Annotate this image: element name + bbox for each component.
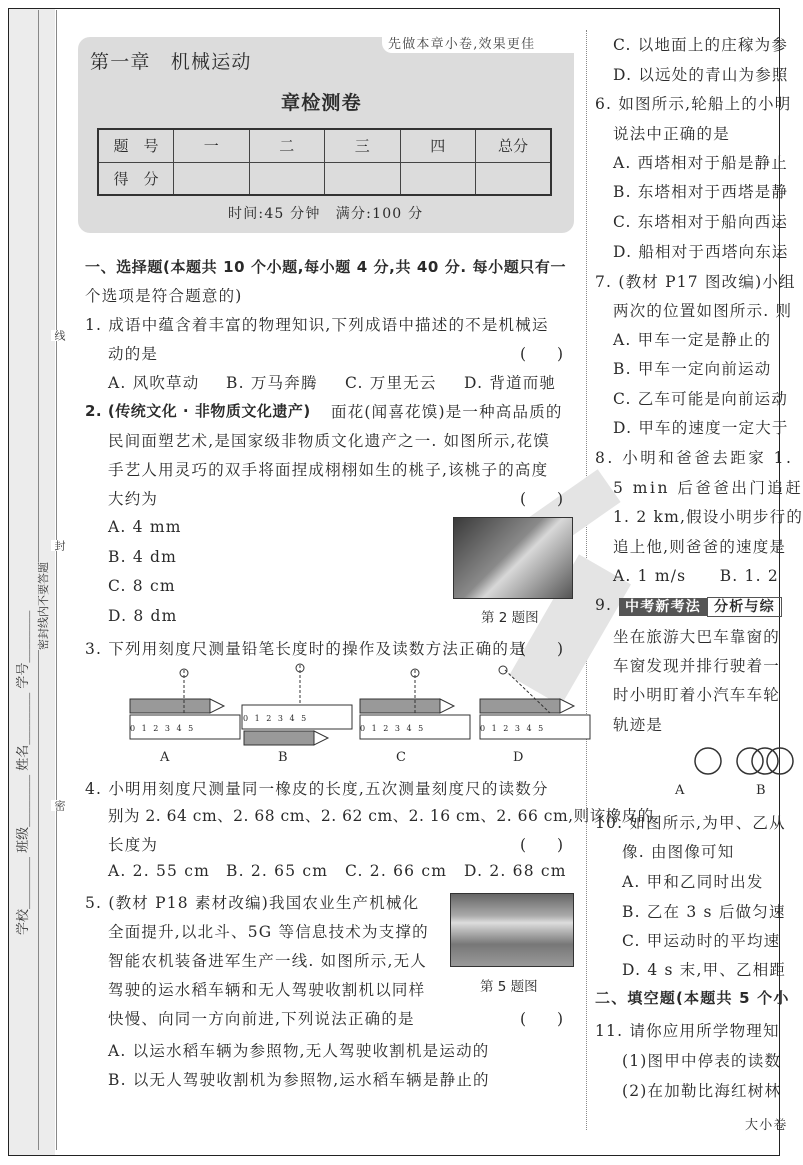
score-header: 四 — [400, 129, 476, 162]
option: D. 以远处的青山为参照 — [613, 66, 789, 84]
question-text: 3. 下列用刻度尺测量铅笔长度时的操作及读数方法正确的是 — [85, 640, 526, 658]
score-cell[interactable] — [174, 162, 250, 195]
question-text: 追上他,则爸爸的速度是 — [613, 538, 787, 556]
score-cell[interactable] — [249, 162, 325, 195]
section-heading: 个选项是符合题意的) — [85, 287, 243, 305]
question-text: 长度为 — [108, 836, 159, 854]
option: D. 背道而驰 — [464, 374, 557, 392]
seal-char: 线 — [53, 330, 66, 341]
section-heading: 一、选择题(本题共 10 个小题,每小题 4 分,共 40 分. 每小题只有一 — [85, 258, 567, 276]
option: D. 船相对于西塔向东运 — [613, 243, 789, 261]
ruler-ticks: 0 1 2 3 4 5 — [480, 724, 546, 733]
trajectory-b — [752, 748, 778, 774]
figure-label: B — [278, 750, 289, 765]
score-header: 二 — [249, 129, 325, 162]
score-cell[interactable] — [476, 162, 552, 195]
header-tip: 先做本章小卷,效果更佳 — [388, 37, 536, 52]
trajectory-figures — [655, 745, 785, 777]
question-text: 5. (教材 P18 素材改编)我国农业生产机械化 — [85, 894, 420, 912]
seal-line — [56, 10, 57, 1150]
option: B. 2. 65 cm — [226, 862, 329, 880]
seal-notice: 密封线内不要答题 — [37, 562, 50, 650]
answer-blank[interactable]: ( ) — [520, 490, 564, 508]
figure-photo-dough-peach — [453, 517, 573, 599]
question-text: 8. 小明和爸爸去距家 1. — [595, 449, 794, 467]
page-title: 章检测卷 — [281, 92, 362, 114]
right-column — [595, 0, 803, 1160]
option: D. 4 s 末,甲、乙相距 — [622, 961, 787, 979]
question-text: 1. 成语中蕴含着丰富的物理知识,下列成语中描述的不是机械运 — [85, 316, 549, 334]
option: A. 甲车一定是静止的 — [613, 331, 772, 349]
question-text: 面花(闻喜花馍)是一种高品质的 — [331, 403, 563, 421]
option: A. 4 mm — [108, 518, 182, 536]
question-text: 动的是 — [108, 345, 159, 363]
question-text: 坐在旅游大巴车靠窗的 — [613, 628, 781, 646]
option: A. 2. 55 cm — [108, 862, 210, 880]
option: A. 1 m/s B. 1. 2 — [613, 567, 779, 585]
question-text: 5 min 后爸爸出门追赶 — [613, 479, 803, 497]
option: C. 2. 66 cm — [345, 862, 448, 880]
ruler-figure-b — [242, 664, 352, 745]
question-badge — [619, 596, 782, 616]
ruler-ticks: 0 1 2 3 4 5 — [243, 714, 309, 723]
analysis-badge: 分析与综 — [707, 597, 782, 617]
exam-meta: 时间:45 分钟 满分:100 分 — [228, 206, 424, 222]
question-text: (1)图甲中停表的读数 — [622, 1052, 782, 1070]
option: B. 4 dm — [108, 548, 178, 566]
question-text: 驾驶的运水稻车辆和无人驾驶收割机以同样 — [108, 981, 426, 999]
score-cell[interactable] — [400, 162, 476, 195]
answer-blank[interactable]: ( ) — [520, 1010, 564, 1028]
question-text: 11. 请你应用所学物理知 — [595, 1022, 780, 1040]
score-cell[interactable] — [325, 162, 401, 195]
option: C. 乙车可能是向前运动 — [613, 390, 789, 408]
figure-label: A — [675, 783, 686, 798]
question-text: 10. 如图所示,为甲、乙从 — [595, 814, 786, 832]
option: B. 万马奔腾 — [226, 374, 318, 392]
score-label: 得 分 — [98, 162, 174, 195]
question-text: 4. 小明用刻度尺测量同一橡皮的长度,五次测量刻度尺的读数分 — [85, 780, 549, 798]
question-tag: 2. (传统文化 · 非物质文化遗产) — [85, 402, 311, 420]
option: B. 甲车一定向前运动 — [613, 360, 772, 378]
trajectory-b — [767, 748, 793, 774]
seal-char: 封 — [53, 540, 66, 551]
answer-blank[interactable]: ( ) — [520, 345, 564, 363]
figure-caption: 第 2 题图 — [481, 610, 539, 626]
figure-label: B — [756, 783, 767, 798]
option: A. 西塔相对于船是静止 — [613, 154, 788, 172]
option: D. 甲车的速度一定大于 — [613, 419, 789, 437]
figure-label: C — [396, 750, 408, 765]
question-text: 手艺人用灵巧的双手将面捏成栩栩如生的桃子,该桃子的高度 — [108, 461, 549, 479]
score-header: 一 — [174, 129, 250, 162]
question-text: 时小明盯着小汽车车轮 — [613, 686, 781, 704]
question-number: 9. — [595, 596, 613, 614]
option: C. 以地面上的庄稼为参 — [613, 36, 789, 54]
answer-blank[interactable]: ( ) — [520, 836, 564, 854]
option: C. 甲运动时的平均速 — [622, 932, 781, 950]
score-header: 三 — [325, 129, 401, 162]
question-text: 大约为 — [108, 490, 159, 508]
option: B. 以无人驾驶收割机为参照物,运水稻车辆是静止的 — [108, 1071, 490, 1089]
score-header: 总分 — [476, 129, 552, 162]
option: D. 2. 68 cm — [464, 862, 567, 880]
trajectory-a — [695, 748, 721, 774]
question-text: 快慢、向同一方向前进,下列说法正确的是 — [108, 1010, 415, 1028]
new-exam-badge: 中考新考法 — [619, 598, 707, 616]
option: A. 甲和乙同时出发 — [622, 873, 764, 891]
answer-blank[interactable]: ( ) — [520, 640, 564, 658]
question-text: 1. 2 km,假设小明步行的 — [613, 508, 803, 526]
ruler-ticks: 0 1 2 3 4 5 — [130, 724, 196, 733]
ruler-ticks: 0 1 2 3 4 5 — [360, 724, 426, 733]
score-table — [97, 128, 552, 196]
seal-char: 密 — [53, 800, 66, 811]
question-text: 车窗发现并排行驶着一 — [613, 657, 781, 675]
figure-photo-harvester — [450, 893, 574, 967]
option: A. 风吹草动 — [108, 374, 200, 392]
question-text: 两次的位置如图所示. 则 — [613, 302, 793, 320]
question-text: 7. (教材 P17 图改编)小组 — [595, 273, 796, 291]
option: B. 乙在 3 s 后做匀速 — [622, 903, 786, 921]
question-text: (2)在加勒比海红树林 — [622, 1082, 782, 1100]
option: A. 以运水稻车辆为参照物,无人驾驶收割机是运动的 — [108, 1042, 490, 1060]
option: C. 万里无云 — [345, 374, 437, 392]
chapter-title: 第一章 机械运动 — [90, 51, 252, 73]
question-text: 说法中正确的是 — [613, 125, 730, 143]
question-text: 轨迹是 — [613, 716, 664, 734]
option: D. 8 dm — [108, 607, 178, 625]
question-text: 智能农机装备进军生产一线. 如图所示,无人 — [108, 952, 427, 970]
option: C. 东塔相对于船向西运 — [613, 213, 789, 231]
ruler-figures — [120, 665, 570, 765]
figure-caption: 第 5 题图 — [480, 979, 538, 995]
student-info-fields: 学校________ 班级________ 姓名________ 学号________ — [16, 610, 31, 935]
question-text: 别为 2. 64 cm、2. 68 cm、2. 62 cm、2. 16 cm、2. 66 cm,则该橡皮的 — [108, 807, 654, 825]
page-footer: 大小卷 — [745, 1118, 788, 1133]
option: B. 东塔相对于西塔是静 — [613, 183, 789, 201]
option: C. 8 cm — [108, 577, 176, 595]
figure-label: A — [160, 750, 171, 765]
question-text: 民间面塑艺术,是国家级非物质文化遗产之一. 如图所示,花馍 — [108, 432, 551, 450]
question-text: 6. 如图所示,轮船上的小明 — [595, 95, 792, 113]
figure-label: D — [513, 750, 525, 765]
section-heading: 二、填空题(本题共 5 个小 — [595, 989, 790, 1007]
question-text: 像. 由图像可知 — [622, 843, 735, 861]
score-header: 题 号 — [98, 129, 174, 162]
trajectory-b — [737, 748, 763, 774]
question-text: 全面提升,以北斗、5G 等信息技术为支撑的 — [108, 923, 429, 941]
